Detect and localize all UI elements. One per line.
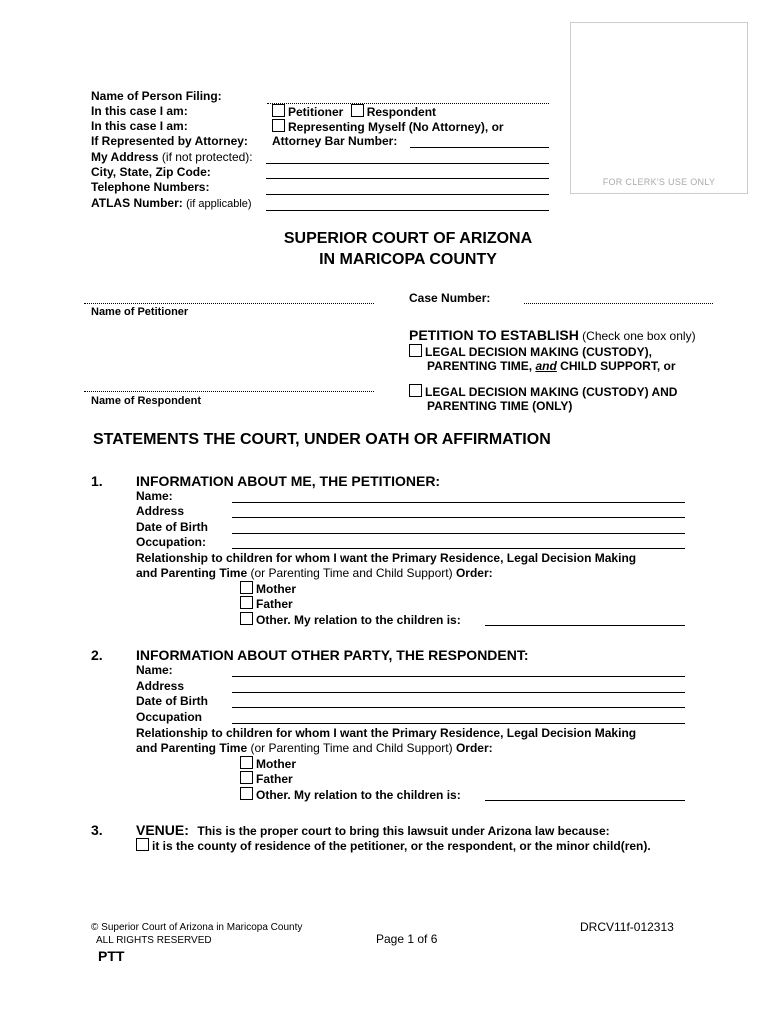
s1-occupation-label: Occupation:	[136, 535, 207, 549]
phone-field[interactable]	[266, 194, 549, 195]
case-number-label: Case Number:	[409, 291, 491, 305]
self-rep-option	[272, 119, 504, 134]
s2-father-option	[240, 771, 293, 786]
self-rep-checkbox[interactable]	[272, 119, 285, 132]
s2-occupation-label: Occupation	[136, 710, 203, 724]
atlas-field[interactable]	[266, 210, 549, 211]
case-number-field[interactable]	[524, 303, 713, 304]
s2-other-field[interactable]	[485, 800, 685, 801]
s2-mother-checkbox[interactable]	[240, 756, 253, 769]
s2-relationship-line1: Relationship to children for whom I want the Primary Residence, Legal Decision Making	[136, 726, 637, 740]
city-field[interactable]	[266, 178, 549, 179]
respondent-checkbox[interactable]	[351, 104, 364, 117]
petition-title-row	[409, 327, 696, 343]
address-label-row	[91, 150, 253, 164]
footer-form-code: PTT	[98, 948, 125, 964]
s2-address-label: Address	[136, 679, 185, 693]
petition-title: PETITION TO ESTABLISH	[409, 327, 579, 343]
s1-address-label: Address	[136, 504, 185, 518]
s1-father-label: Father	[256, 597, 293, 611]
petition-note: (Check one box only)	[582, 329, 696, 343]
section2-title: INFORMATION ABOUT OTHER PARTY, THE RESPONDENT:	[136, 647, 529, 663]
section1-number: 1.	[91, 473, 103, 489]
clerk-use-box	[570, 22, 748, 194]
s2-dob-field[interactable]	[232, 707, 685, 708]
role-options	[272, 104, 436, 119]
s1-rel-2c: Order:	[455, 566, 493, 580]
venue-option-label: it is the county of residence of the petitioner, or the respondent, or the minor child(ren).	[152, 839, 651, 853]
bar-number-field[interactable]	[410, 147, 549, 148]
option1-checkbox[interactable]	[409, 344, 422, 357]
respondent-option-label: Respondent	[366, 105, 437, 119]
option1-line2	[427, 359, 676, 373]
s1-dob-field[interactable]	[232, 533, 685, 534]
petitioner-option-label: Petitioner	[288, 105, 344, 119]
s2-mother-label: Mother	[256, 757, 296, 771]
s1-rel-2a: and Parenting Time	[136, 566, 248, 580]
footer-page-number: Page 1 of 6	[376, 932, 438, 946]
s1-occupation-field[interactable]	[232, 548, 685, 549]
section2-number: 2.	[91, 647, 103, 663]
atlas-label: ATLAS Number:	[91, 196, 183, 210]
s1-rel-2b: (or Parenting Time and Child Support)	[250, 566, 453, 580]
s2-other-label: Other. My relation to the children is:	[256, 788, 461, 802]
section3-heading-row: VENUE: This is the proper court to bring this lawsuit under Arizona law because:	[136, 822, 610, 838]
s1-mother-checkbox[interactable]	[240, 581, 253, 594]
option2-line2: PARENTING TIME (ONLY)	[427, 399, 573, 413]
petitioner-name-field[interactable]	[84, 303, 374, 304]
petitioner-name-label: Name of Petitioner	[91, 306, 189, 318]
s1-other-field[interactable]	[485, 625, 685, 626]
respondent-name-field[interactable]	[84, 391, 374, 392]
s2-mother-option	[240, 756, 296, 771]
s2-other-option	[240, 787, 461, 802]
s1-father-option	[240, 596, 293, 611]
city-label: City, State, Zip Code:	[91, 165, 211, 179]
option1-row	[409, 344, 652, 359]
atlas-note: (if applicable)	[186, 198, 252, 210]
court-title-line2: IN MARICOPA COUNTY	[319, 251, 497, 268]
s1-name-label: Name:	[136, 489, 173, 503]
atlas-label-row	[91, 196, 252, 210]
footer-form-id: DRCV11f-012313	[580, 920, 674, 934]
s1-dob-label: Date of Birth	[136, 520, 208, 534]
section3-number: 3.	[91, 822, 103, 838]
option1-line2c: CHILD SUPPORT, or	[560, 359, 676, 373]
court-title-line1: SUPERIOR COURT OF ARIZONA	[283, 230, 533, 247]
clerk-use-label: FOR CLERK'S USE ONLY	[602, 177, 716, 187]
venue-checkbox[interactable]	[136, 838, 149, 851]
option2-checkbox[interactable]	[409, 384, 422, 397]
option2-line1: LEGAL DECISION MAKING (CUSTODY) AND	[425, 385, 678, 399]
s1-relationship-line1: Relationship to children for whom I want the Primary Residence, Legal Decision Making	[136, 551, 637, 565]
section3-intro: This is the proper court to bring this lawsuit under Arizona law because:	[197, 824, 610, 838]
section3-title: VENUE	[136, 822, 185, 838]
statements-heading: STATEMENTS THE COURT, UNDER OATH OR AFFIRMATION	[93, 431, 551, 448]
s2-rel-2b: (or Parenting Time and Child Support)	[250, 741, 453, 755]
footer-rights: ALL RIGHTS RESERVED	[96, 935, 212, 946]
s2-address-field[interactable]	[232, 692, 685, 693]
case-role-label: In this case I am:	[91, 104, 188, 118]
s1-other-option	[240, 612, 461, 627]
footer-copyright: © Superior Court of Arizona in Maricopa County	[91, 922, 303, 933]
address-label: My Address	[91, 150, 159, 164]
petitioner-checkbox[interactable]	[272, 104, 285, 117]
s2-relationship-line2	[136, 741, 493, 755]
bar-number-label: Attorney Bar Number:	[272, 134, 398, 148]
s1-mother-option	[240, 581, 296, 596]
s2-rel-2a: and Parenting Time	[136, 741, 248, 755]
s2-rel-2c: Order:	[455, 741, 493, 755]
option1-and: and	[535, 359, 557, 373]
phone-label: Telephone Numbers:	[91, 180, 210, 194]
s2-other-checkbox[interactable]	[240, 787, 253, 800]
s1-father-checkbox[interactable]	[240, 596, 253, 609]
s1-relationship-line2	[136, 566, 493, 580]
address-field[interactable]	[266, 163, 549, 164]
self-rep-label: Representing Myself (No Attorney), or	[288, 120, 504, 134]
option1-line1: LEGAL DECISION MAKING (CUSTODY),	[425, 345, 652, 359]
s2-name-field[interactable]	[232, 676, 685, 677]
s2-occupation-field[interactable]	[232, 723, 685, 724]
s1-name-field[interactable]	[232, 502, 685, 503]
case-representation-label: In this case I am:	[91, 119, 188, 133]
section1-title: INFORMATION ABOUT ME, THE PETITIONER:	[136, 473, 441, 489]
s2-father-checkbox[interactable]	[240, 771, 253, 784]
filer-name-label: Name of Person Filing:	[91, 89, 222, 103]
respondent-name-label: Name of Respondent	[91, 395, 202, 407]
s2-name-label: Name:	[136, 663, 173, 677]
section3-option	[136, 838, 651, 853]
address-note: (if not protected):	[161, 150, 253, 164]
s1-mother-label: Mother	[256, 582, 296, 596]
s2-dob-label: Date of Birth	[136, 694, 208, 708]
attorney-label: If Represented by Attorney:	[91, 134, 248, 148]
option1-line2a: PARENTING TIME,	[427, 359, 533, 373]
s2-father-label: Father	[256, 772, 293, 786]
s1-address-field[interactable]	[232, 517, 685, 518]
s1-other-checkbox[interactable]	[240, 612, 253, 625]
option2-row	[409, 384, 677, 399]
s1-other-label: Other. My relation to the children is:	[256, 613, 461, 627]
